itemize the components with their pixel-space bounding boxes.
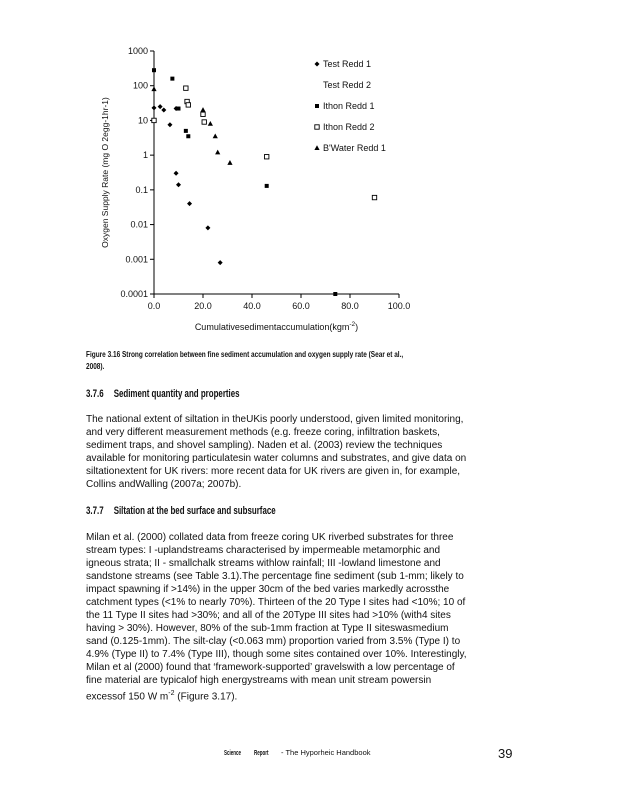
footer-label-science: Science — [224, 748, 242, 757]
text-line: Collins andWalling (2007a; 2007b). — [86, 479, 242, 490]
legend-label: Ithon Redd 1 — [323, 101, 375, 111]
legend-marker — [315, 125, 319, 129]
data-point — [151, 86, 156, 91]
y-tick-label: 0.1 — [135, 184, 148, 195]
data-point — [215, 150, 220, 155]
unit-superscript: -2 — [168, 690, 175, 697]
legend-label: Test Redd 1 — [323, 59, 372, 69]
text-line: impact spawning if >14%) in the upper 30cm of the bed varies markedly acrossthe — [86, 584, 450, 595]
data-point — [184, 86, 188, 90]
data-point — [184, 129, 188, 133]
section-title: Siltation at the bed surface and subsurface — [113, 505, 276, 517]
text-fragment: excessof 150 W m — [86, 691, 169, 703]
y-tick-label: 0.01 — [130, 219, 148, 230]
data-point — [170, 77, 174, 81]
y-tick-label: 100 — [132, 80, 148, 91]
data-point — [333, 292, 337, 296]
footer-label-report: Report — [254, 748, 269, 757]
text-line: fine material are typicalof high energystreams with mean unit stream powersin — [86, 675, 432, 686]
data-point — [152, 68, 156, 72]
text-line: siltationextent for UK rivers: more recent data for UK rivers are given in, for example, — [86, 466, 461, 477]
footer-title: - The Hyporheic Handbook — [281, 748, 371, 757]
text-line: Milan et al. (2000) collated data from freeze coring UK riverbed substrates for three — [86, 532, 454, 543]
page-number: 39 — [498, 746, 513, 761]
legend-marker — [314, 145, 319, 150]
figure-caption: Figure 3.16 Strong correlation between fine sediment accumulation and oxygen supply rate (Sear et al., 2008). — [86, 349, 404, 371]
data-point — [186, 103, 190, 107]
section-number: 3.7.6 — [86, 388, 104, 400]
text-line: The national extent of siltation in theUKis poorly understood, given limited monitoring, — [86, 414, 464, 425]
text-line: igneous strata; II - smallchalk streams withlow rainfall; III -lowland limestone and — [86, 558, 441, 569]
x-tick-label: 60.0 — [292, 301, 310, 311]
legend-label: B'Water Redd 1 — [323, 143, 386, 153]
data-point — [186, 134, 190, 138]
paragraph-siltation — [86, 531, 516, 703]
text-line: the 11 Type II sites had >30%; and all of the 20Type III sites had >10% (with4 sites — [86, 610, 451, 621]
y-tick-label: 10 — [137, 115, 148, 126]
scatter-chart — [0, 0, 618, 340]
legend-label: Ithon Redd 2 — [323, 122, 375, 132]
text-line: stream types: I -uplandstreams characterised by impermeable metamorphic and — [86, 545, 441, 556]
data-point — [201, 112, 205, 116]
text-line: 4.9% (Type II) to 7.4% (Type III), though some sites contained over 10%. Interestingly, — [86, 649, 467, 660]
text-line: catchment types (<1% to nearly 70%). Thirteen of the 20 Type I sites had <10%; 10 of — [86, 597, 466, 608]
data-point — [265, 184, 269, 188]
legend-marker — [315, 104, 319, 108]
data-point — [176, 182, 181, 187]
data-point — [202, 120, 206, 124]
data-point — [158, 104, 163, 109]
data-point — [218, 260, 223, 265]
section-heading-3-7-7 — [86, 505, 276, 517]
text-line: sediment traps, and shovel sampling). Naden et al. (2003) review the techniques — [86, 440, 443, 451]
paragraph-sediment — [86, 413, 516, 491]
text-line: and very different measurement methods (e.g. freeze coring, infiltration baskets, — [86, 427, 440, 438]
data-point — [187, 201, 192, 206]
x-tick-label: 80.0 — [341, 301, 359, 311]
data-point — [152, 118, 156, 122]
y-tick-label: 0.001 — [125, 254, 148, 265]
data-point — [167, 122, 172, 127]
text-line: available for monitoring particulatesin water columns and substrates, and give data on — [86, 453, 467, 464]
x-tick-label: 100.0 — [387, 301, 411, 311]
y-tick-label: 1 — [142, 150, 148, 161]
y-tick-label: 0.0001 — [120, 289, 148, 299]
data-point — [205, 225, 210, 230]
data-point — [174, 171, 179, 176]
x-tick-label: 40.0 — [243, 301, 261, 311]
legend-label: Test Redd 2 — [323, 80, 372, 90]
text-line — [86, 687, 516, 703]
text-line: sandstone streams (see Table 3.1).The percentage fine sediment (sub 1-mm; likely to — [86, 571, 464, 582]
data-point — [372, 195, 376, 199]
section-title: Sediment quantity and properties — [113, 388, 240, 400]
x-tick-label: 0.0 — [147, 301, 161, 311]
text-line: sand (0.125-1mm). The silt-clay (<0.063 mm) proportion varied from 3.5% (Type I) to — [86, 636, 461, 647]
text-line: having > 30%). However, 80% of the sub-1mm fraction at Type II siteswasmedium — [86, 623, 449, 634]
section-number: 3.7.7 — [86, 505, 104, 517]
x-axis-label: Cumulativesedimentaccumulation(kgm$^{-2}$) — [194, 321, 359, 332]
text-fragment: (Figure 3.17). — [177, 691, 238, 703]
data-point — [177, 107, 181, 111]
data-point — [152, 105, 157, 110]
data-point — [265, 155, 269, 159]
data-point — [208, 121, 213, 126]
data-point — [200, 107, 205, 112]
data-point — [161, 107, 166, 112]
data-point — [227, 160, 232, 165]
y-axis-label: Oxygen Supply Rate (mg O 2egg-1hr-1) — [100, 97, 110, 248]
data-point — [213, 133, 218, 138]
y-tick-label: 1000 — [127, 46, 148, 56]
x-tick-label: 20.0 — [194, 301, 212, 311]
legend-marker — [315, 62, 320, 67]
text-line: Milan et al (2000) found that ‘framework-supported’ gravelswith a low percentage of — [86, 662, 455, 673]
section-heading-3-7-6 — [86, 388, 240, 400]
